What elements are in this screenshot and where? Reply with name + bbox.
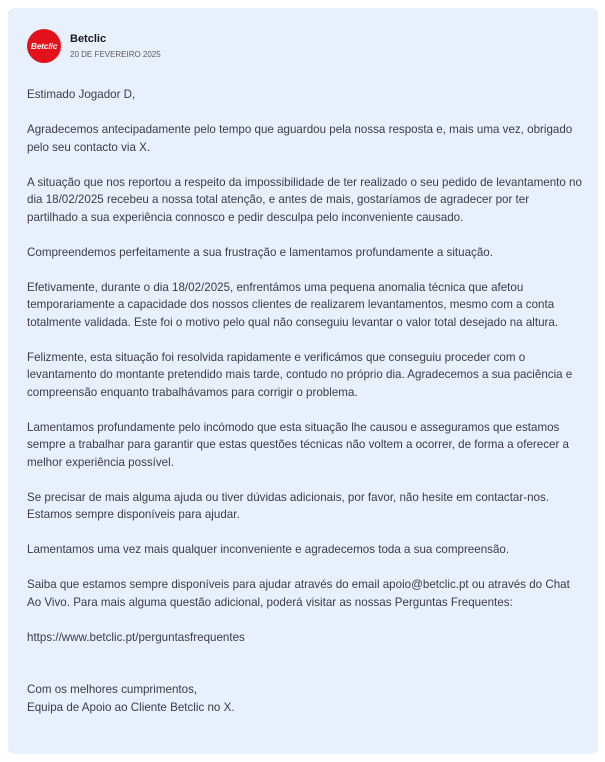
greeting: Estimado Jogador D,	[27, 88, 136, 101]
message-header	[27, 26, 161, 66]
sender-name[interactable]: Betclic	[70, 33, 107, 45]
paragraph-3: Compreendemos perfeitamente a sua frustração e lamentamos profundamente a situação.	[27, 245, 493, 259]
signoff	[27, 681, 583, 716]
signoff-line-2: Equipa de Apoio ao Cliente Betclic no X.	[27, 700, 235, 714]
sender-meta	[70, 32, 161, 60]
paragraph-9: Saiba que estamos sempre disponíveis para ajudar através do email apoio@betclic.pt ou através do Chat Ao Vivo. Para mais alguma questão adicional, poderá visitar as nossas Perguntas Frequentes:	[27, 578, 570, 609]
paragraph-4: Efetivamente, durante o dia 18/02/2025, enfrentámos uma pequena anomalia técnica que afetou temporariamente a capacidade dos nossos clientes de realizarem levantamentos, mesmo com a conta totalmente validada. Este foi o motivo pelo qual não conseguiu levantar o valor total desejado na altura.	[27, 280, 559, 329]
avatar[interactable]	[27, 29, 61, 63]
paragraph-1: Agradecemos antecipadamente pelo tempo que aguardou pela nossa resposta e, mais uma vez, obrigado pelo seu contacto via X.	[27, 123, 573, 154]
betclic-logo-icon: Betclic	[30, 41, 58, 51]
paragraph-7: Se precisar de mais alguma ajuda ou tiver dúvidas adicionais, por favor, não hesite em contactar-nos. Estamos sempre disponíveis para ajudar.	[27, 490, 550, 521]
message-date: 20 DE FEVEREIRO 2025	[70, 50, 161, 59]
faq-link[interactable]: https://www.betclic.pt/perguntasfrequentes	[27, 630, 245, 644]
message-card	[8, 8, 598, 754]
paragraph-5: Felizmente, esta situação foi resolvida rapidamente e verificámos que conseguiu proceder com o levantamento do montante pretendido mais tarde, contudo no próprio dia. Agradecemos a sua paciência e compreensão enquanto trabalhávamos para corrigir o problema.	[27, 350, 573, 399]
paragraph-2: A situação que nos reportou a respeito da impossibilidade de ter realizado o seu pedido de levantamento no dia 18/02/2025 recebeu a nossa total atenção, e antes de mais, gostaríamos de agradecer por ter partilhado a sua experiência connosco e pedir desculpa pelo inconveniente causado.	[27, 175, 582, 224]
message-body	[27, 86, 583, 716]
paragraph-6: Lamentamos profundamente pelo incómodo que esta situação lhe causou e asseguramos que estamos sempre a trabalhar para garantir que estas questões técnicas não voltem a ocorrer, de forma a oferecer a melhor experiência possível.	[27, 420, 569, 469]
signoff-line-1: Com os melhores cumprimentos,	[27, 683, 198, 696]
paragraph-8: Lamentamos uma vez mais qualquer inconveniente e agradecemos toda a sua compreensão.	[27, 543, 510, 556]
